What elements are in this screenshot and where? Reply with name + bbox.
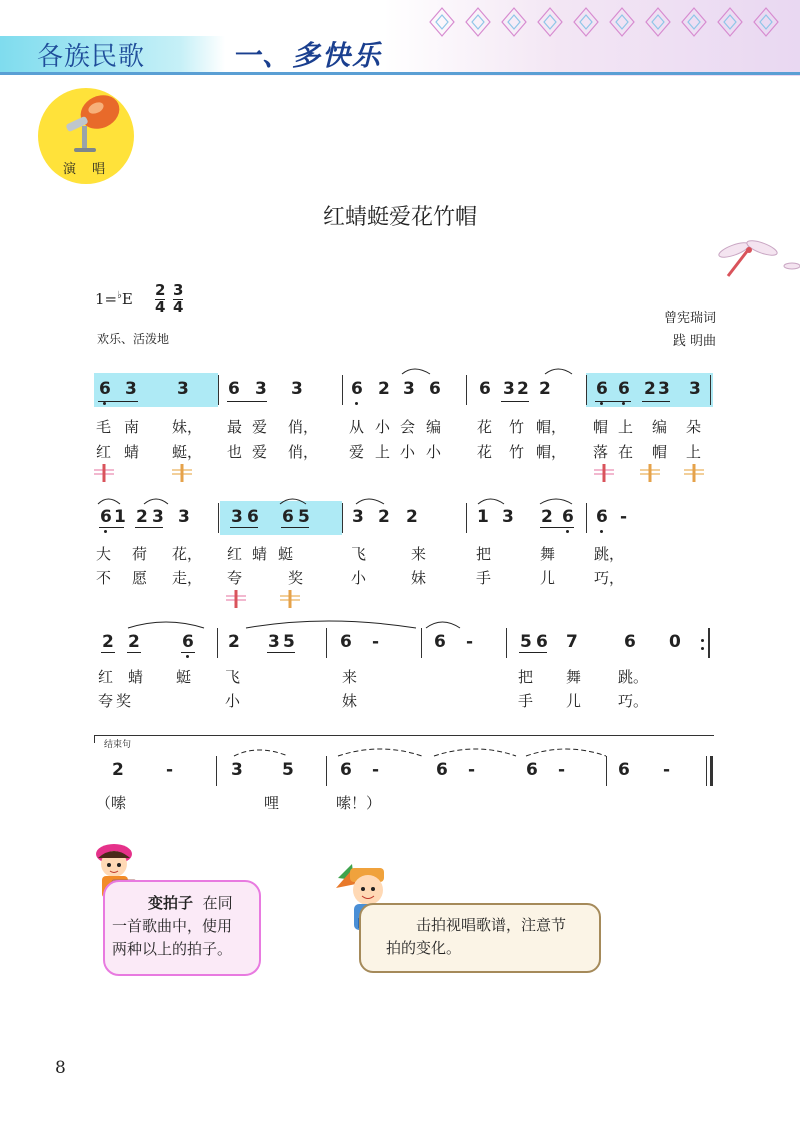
page-number: 8 bbox=[55, 1058, 66, 1078]
lesson-title: 一、多快乐 bbox=[232, 39, 383, 72]
section-title: 各族民歌 bbox=[37, 42, 146, 72]
song-title: 红蜻蜓爱花竹帽 bbox=[322, 205, 477, 230]
lyricist-credit: 曾宪瑞词 bbox=[663, 311, 716, 326]
coda-bracket-tick bbox=[94, 735, 95, 743]
composer-credit: 践 明曲 bbox=[672, 334, 716, 349]
notation-coda: 2 - 3 5 6 - 6 - 6 - 6 - bbox=[96, 754, 716, 788]
slur-mark bbox=[126, 616, 566, 630]
header-ethnic-pattern bbox=[420, 0, 800, 44]
coda-label: 结束句 bbox=[104, 740, 132, 750]
time-signature-2-4: 2 4 bbox=[155, 281, 166, 316]
tip-text-meter-change: 变拍子 在同 一首歌曲中，使用 两种以上的拍子。 bbox=[112, 894, 233, 958]
notation-row-3: 2 2 6 2 3 5 6 - 6 - 5 6 7 6 0 bbox=[96, 626, 716, 660]
notation-row-2: 6 1 2 3 3 3 6 6 5 3 2 2 1 3 2 6 6 - bbox=[96, 501, 716, 535]
slur-mark bbox=[400, 364, 580, 376]
coda-bracket-line bbox=[94, 735, 714, 736]
key-signature: 1=♭E bbox=[95, 290, 133, 308]
dragonfly-icon bbox=[226, 586, 316, 610]
sing-badge-label: 演 唱 bbox=[63, 162, 112, 177]
notation-row-1: 6 3 3 6 3 3 6 2 3 6 6 3 2 2 6 6 2 3 3 bbox=[96, 373, 716, 407]
tip-text-clap: 击拍视唱歌谱，注意节 拍的变化。 bbox=[386, 916, 567, 957]
slur-mark bbox=[96, 494, 676, 506]
time-signature-3-4: 3 4 bbox=[173, 281, 184, 316]
microphone-icon bbox=[52, 90, 130, 156]
dragonfly-icon bbox=[716, 236, 800, 296]
dragonfly-icon bbox=[94, 460, 714, 484]
tempo-marking: 欢乐、活泼地 bbox=[97, 332, 170, 346]
slur-mark bbox=[226, 744, 646, 758]
